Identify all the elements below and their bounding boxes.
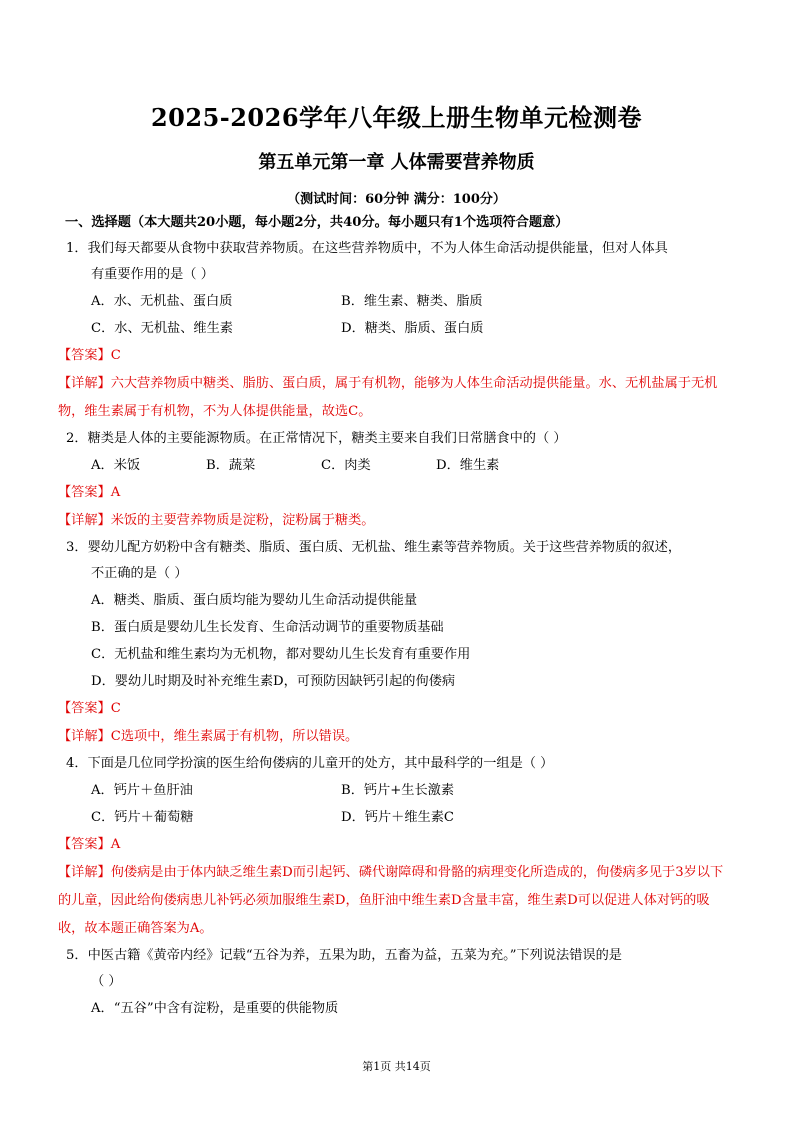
test-info: （测试时间：60分钟 满分：100分） — [287, 192, 506, 207]
option-d: D．婴幼儿时期及时补充维生素D，可预防因缺钙引起的佝偻病 — [91, 674, 456, 689]
question-2-detail: 【详解】米饭的主要营养物质是淀粉，淀粉属于糖类。 — [58, 513, 375, 528]
option-a: A．糖类、脂质、蛋白质均能为婴幼儿生命活动提供能量 — [91, 593, 418, 608]
option-b: B．蔬菜 — [206, 458, 256, 473]
section-heading: 一、选择题（本大题共20小题，每小题2分，共40分。每小题只有1个选项符合题意） — [65, 215, 569, 230]
question-4-options-row-2 — [66, 804, 728, 831]
question-1-options-row-2 — [66, 315, 728, 342]
question-2-stem: 2．糖类是人体的主要能源物质。在正常情况下，糖类主要来自我们日常膳食中的（ ） — [66, 431, 567, 446]
question-5-stem-cont: （ ） — [91, 974, 122, 989]
page-subtitle: 第五单元第一章 人体需要营养物质 — [258, 152, 535, 173]
option-c: C．钙片＋葡萄糖 — [91, 810, 194, 825]
question-3-stem-cont: 不正确的是（ ） — [91, 566, 188, 581]
question-3-stem: 3．婴幼儿配方奶粉中含有糖类、脂质、蛋白质、无机盐、维生素等营养物质。关于这些营养物质的叙述， — [66, 540, 682, 555]
question-4-stem: 4．下面是几位同学扮演的医生给佝偻病的儿童开的处方，其中最科学的一组是（ ） — [66, 756, 554, 771]
option-b: B．钙片+生长激素 — [341, 783, 455, 798]
page-title: 2025-2026学年八年级上册生物单元检测卷 — [150, 103, 643, 132]
question-list — [58, 210, 728, 1022]
option-d: D．维生素 — [436, 458, 500, 473]
question-3-answer: 【答案】C — [58, 701, 121, 716]
question-1-options-row-1 — [66, 288, 728, 315]
question-1-stem-cont: 有重要作用的是（ ） — [91, 267, 214, 282]
page-footer: 第1页 共14页 — [362, 1060, 431, 1073]
question-2-options — [66, 452, 728, 479]
question-4-options-row-1 — [66, 777, 728, 804]
question-4-detail: 【详解】佝偻病是由于体内缺乏维生素D而引起钙、磷代谢障碍和骨骼的病理变化所造成的，佝偻病多见于3岁以下的儿童，因此给佝偻病患儿补钙必须加服维生素D，鱼肝油中维生素D含量丰富，维生素D可以促进人体对钙的吸收，故本题正确答案为A。 — [58, 865, 724, 936]
option-d: D．糖类、脂质、蛋白质 — [341, 321, 484, 336]
option-a: A．“五谷”中含有淀粉，是重要的供能物质 — [91, 1001, 339, 1016]
question-1-stem: 1．我们每天都要从食物中获取营养物质。在这些营养物质中，不为人体生命活动提供能量，但对人体具 — [66, 241, 668, 256]
option-c: C．水、无机盐、维生素 — [91, 321, 233, 336]
option-c: C．无机盐和维生素均为无机物，都对婴幼儿生长发育有重要作用 — [91, 647, 471, 662]
option-a: A．钙片＋鱼肝油 — [91, 783, 193, 798]
question-1-answer: 【答案】C — [58, 348, 121, 363]
question-1-detail: 【详解】六大营养物质中糖类、脂肪、蛋白质，属于有机物，能够为人体生命活动提供能量。水、无机盐属于无机物，维生素属于有机物，不为人体提供能量，故选C。 — [58, 376, 718, 419]
option-d: D．钙片＋维生素C — [341, 810, 454, 825]
option-b: B．蛋白质是婴幼儿生长发育、生命活动调节的重要物质基础 — [91, 620, 444, 635]
option-a: A．米饭 — [91, 458, 141, 473]
question-4-answer: 【答案】A — [58, 837, 121, 852]
question-2-answer: 【答案】A — [58, 485, 121, 500]
option-b: B．维生素、糖类、脂质 — [341, 294, 483, 309]
option-c: C．肉类 — [321, 458, 371, 473]
option-a: A．水、无机盐、蛋白质 — [91, 294, 233, 309]
question-5-stem: 5．中医古籍《黄帝内经》记载“五谷为养，五果为助，五畜为益，五菜为充。”下列说法错误的是 — [66, 948, 622, 963]
question-3-detail: 【详解】C选项中，维生素属于有机物，所以错误。 — [58, 729, 359, 744]
